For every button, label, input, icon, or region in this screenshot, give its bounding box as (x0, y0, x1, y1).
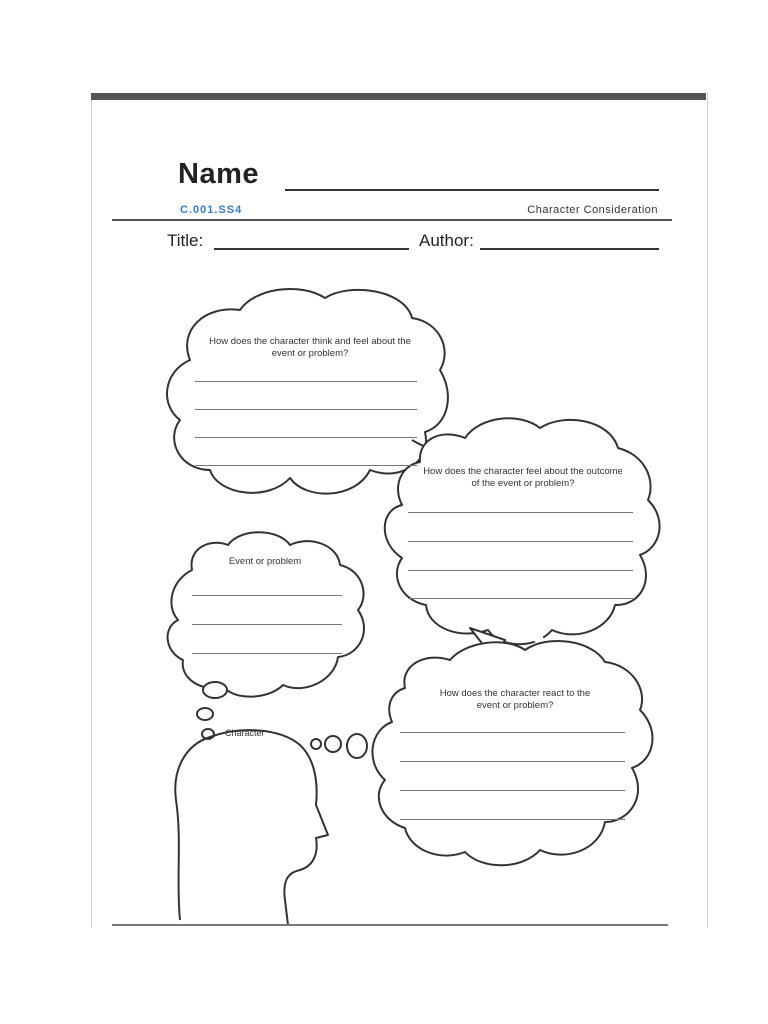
question-react: How does the character react to the event or problem? (439, 688, 591, 711)
answer-line[interactable] (192, 595, 342, 596)
answer-line[interactable] (408, 598, 633, 599)
name-label: Name (178, 158, 259, 190)
cloud-outcome (385, 418, 660, 644)
answer-line[interactable] (195, 465, 417, 466)
answer-line[interactable] (195, 437, 417, 438)
answer-line[interactable] (400, 790, 625, 791)
answer-line[interactable] (400, 819, 625, 820)
answer-line[interactable] (408, 512, 633, 513)
answer-line[interactable] (192, 624, 342, 625)
cloud-think-feel (167, 289, 448, 494)
worksheet-code: C.001.SS4 (180, 204, 243, 216)
answer-line[interactable] (195, 409, 417, 410)
question-feel-outcome: How does the character feel about the outcome of the event or problem? (423, 466, 623, 489)
answer-line[interactable] (408, 541, 633, 542)
question-think-feel: How does the character think and feel about the event or problem? (209, 336, 411, 359)
answer-line[interactable] (400, 732, 625, 733)
answer-line[interactable] (195, 381, 417, 382)
character-label: Character (225, 728, 265, 738)
answer-line[interactable] (192, 653, 342, 654)
answer-line[interactable] (408, 570, 633, 571)
footer-rule (112, 924, 668, 926)
title-label: Title: (167, 231, 204, 250)
answer-line[interactable] (400, 761, 625, 762)
event-label: Event or problem (228, 556, 302, 567)
worksheet-title: Character Consideration (527, 204, 658, 216)
author-label: Author: (419, 231, 474, 250)
cloud-react (372, 641, 652, 865)
character-head (175, 730, 328, 925)
